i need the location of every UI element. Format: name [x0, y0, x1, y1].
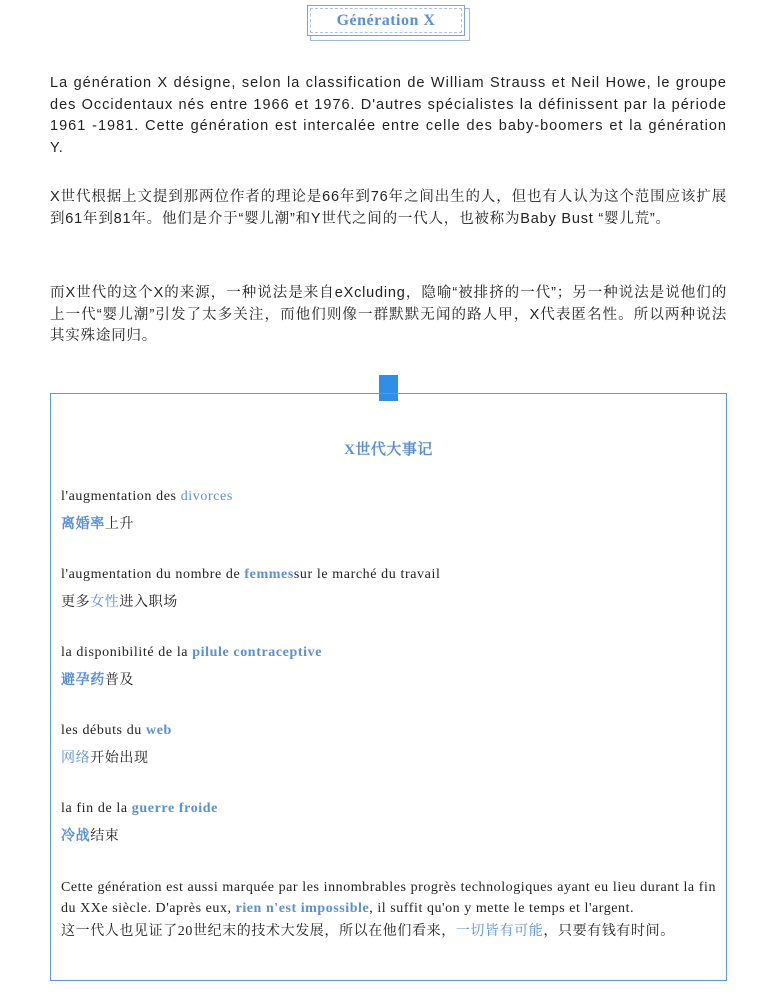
- closing-fr-text: , il suffit qu'on y mette le temps et l'argent.: [369, 900, 635, 916]
- closing-zh-text: 这一代人也见证了20世纪末的技术大发展，所以在他们看来，: [61, 924, 456, 939]
- title-badge: [307, 5, 470, 41]
- intro-paragraph-zh-2: 而X世代的这个X的来源，一种说法是来自eXcluding，隐喻“被排挤的一代”；另一种说法是说他们的上一代“婴儿潮”引发了太多关注，而他们则像一群默默无闻的路人甲，X代表匿名性。所以两种说法其实殊途同归。: [50, 285, 727, 344]
- intro-paragraph-fr: La génération X désigne, selon la classification de William Strauss et Neil Howe, le groupe des Occidentaux nés entre 1966 et 1976. D'autres spécialistes la définissent par la période 1961 -1981. Cette génération est intercalée entre celle des baby-boomers et la génération Y.: [50, 75, 727, 156]
- event-zh-text: 上升: [104, 517, 135, 532]
- event-zh-keyword: 女性: [90, 595, 120, 610]
- event-item: [61, 489, 233, 533]
- event-zh-text: 结束: [90, 829, 120, 844]
- event-fr-keyword: divorces: [180, 489, 233, 504]
- event-fr-text: sur le marché du travail: [293, 567, 441, 582]
- closing-fr: [61, 878, 716, 919]
- event-fr-text: les débuts du: [61, 723, 147, 738]
- event-item: [61, 645, 322, 689]
- event-zh-text: 进入职场: [119, 595, 178, 610]
- event-fr: [61, 567, 440, 583]
- intro-paragraph-zh-1: X世代根据上文提到那两位作者的理论是66年到76年之间出生的人，但也有人认为这个范围应该扩展到61年到81年。他们是介于“婴儿潮”和Y世代之间的一代人，也被称为Baby Bust “婴儿荒”。: [50, 189, 727, 227]
- event-zh-keyword: 冷战: [61, 829, 91, 844]
- event-zh: [61, 747, 172, 767]
- event-zh-text: 更多: [61, 595, 91, 610]
- closing-zh-text: ，只要有钱有时间。: [543, 924, 675, 939]
- event-item: [61, 567, 440, 611]
- event-fr: [61, 801, 218, 817]
- box-title: X世代大事记: [344, 442, 433, 458]
- closing-fr-keyword: rien n'est impossible: [235, 900, 370, 916]
- event-fr: [61, 489, 233, 505]
- timeline-box: [50, 393, 727, 981]
- event-fr-keyword: femmes: [244, 567, 294, 582]
- event-zh-text: 普及: [104, 673, 135, 688]
- event-fr-text: la disponibilité de la: [61, 645, 193, 660]
- event-zh-keyword: 离婚率: [61, 517, 105, 532]
- event-item: [61, 723, 172, 767]
- event-fr-text: la fin de la: [61, 801, 132, 816]
- event-zh: [61, 513, 233, 533]
- event-fr-keyword: web: [146, 723, 172, 738]
- event-zh: [61, 669, 322, 689]
- event-fr-keyword: pilule contraceptive: [192, 645, 323, 660]
- event-item: [61, 801, 218, 845]
- event-zh-keyword: 避孕药: [61, 673, 105, 688]
- event-zh: [61, 591, 440, 611]
- closing-fr-text: Cette génération est aussi marquée par les innombrables progrès technologiques ayant eu lieu durant la fin du XXe siècle. D'après eux,: [61, 880, 716, 916]
- event-zh-text: 开始出现: [90, 751, 149, 766]
- event-fr: [61, 723, 172, 739]
- closing-paragraph: [61, 878, 716, 943]
- closing-zh: [61, 922, 716, 943]
- event-fr: [61, 645, 322, 661]
- event-zh: [61, 825, 218, 845]
- title-badge-frame: [307, 5, 465, 36]
- page-title: Génération X: [336, 12, 436, 29]
- closing-zh-keyword: 一切皆有可能: [455, 924, 544, 939]
- event-fr-keyword: guerre froide: [131, 801, 218, 816]
- event-zh-keyword: 网络: [61, 751, 91, 766]
- event-fr-text: l'augmentation du nombre de: [61, 567, 245, 582]
- event-fr-text: l'augmentation des: [61, 489, 181, 504]
